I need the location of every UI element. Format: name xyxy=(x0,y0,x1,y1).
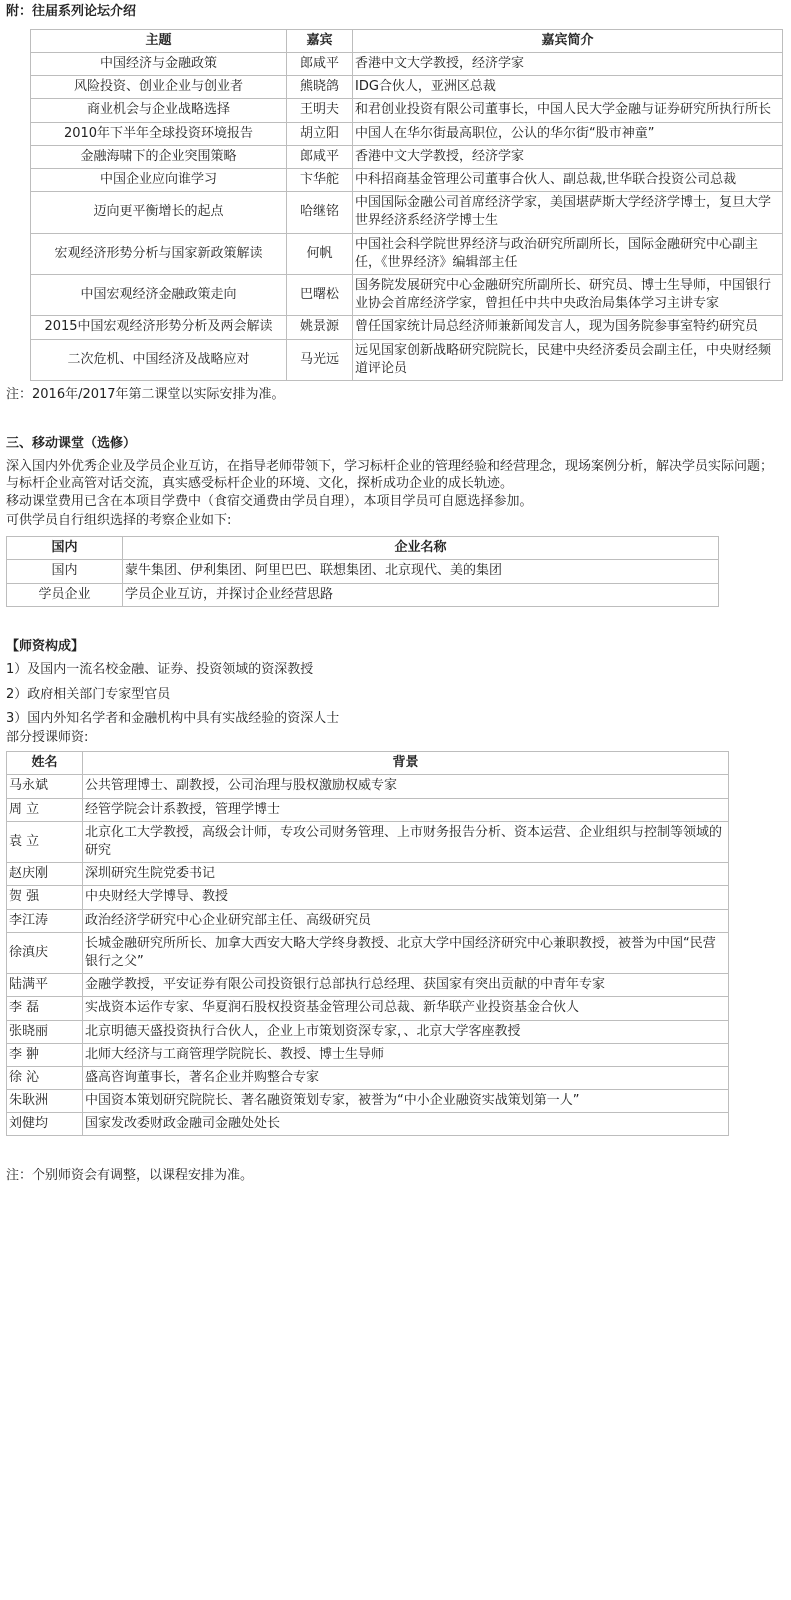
cell-topic: 金融海啸下的企业突围策略 xyxy=(31,145,287,168)
table-row xyxy=(7,1066,729,1089)
cell-company: 蒙牛集团、伊利集团、阿里巴巴、联想集团、北京现代、美的集团 xyxy=(123,560,719,583)
teachers-item-2: 2）政府相关部门专家型官员 xyxy=(6,686,171,702)
table-row xyxy=(31,274,783,315)
cell-background: 盛高咨询董事长，著名企业并购整合专家 xyxy=(83,1066,729,1089)
cell-guest: 卞华舵 xyxy=(287,169,353,192)
company-table-body xyxy=(7,560,719,606)
faculty-table-body xyxy=(7,775,729,1136)
cell-name: 刘健均 xyxy=(7,1113,83,1136)
table-row xyxy=(7,583,719,606)
cell-topic: 商业机会与企业战略选择 xyxy=(31,99,287,122)
cell-topic: 中国经济与金融政策 xyxy=(31,53,287,76)
cell-background: 北京明德天盛投资执行合伙人，企业上市策划资深专家，、北京大学客座教授 xyxy=(83,1020,729,1043)
cell-background: 中国资本策划研究院院长、著名融资策划专家，被誉为“中小企业融资实战策划第一人” xyxy=(83,1090,729,1113)
table-row xyxy=(7,775,729,798)
cell-name: 徐滇庆 xyxy=(7,932,83,973)
table-row xyxy=(7,932,729,973)
table-row xyxy=(31,316,783,339)
mobile-paragraph-3: 可供学员自行组织选择的考察企业如下: xyxy=(6,513,232,529)
table-row xyxy=(7,798,729,821)
faculty-table xyxy=(6,751,729,1136)
forum-header-row xyxy=(31,29,783,52)
cell-background: 实战资本运作专家、华夏润石股权投资基金管理公司总裁、新华联产业投资基金合伙人 xyxy=(83,997,729,1020)
cell-topic: 中国企业应向谁学习 xyxy=(31,169,287,192)
cell-name: 朱耿洲 xyxy=(7,1090,83,1113)
cell-guest: 郎咸平 xyxy=(287,145,353,168)
table-row xyxy=(31,122,783,145)
forum-table-body xyxy=(31,53,783,381)
table-row xyxy=(31,192,783,233)
cell-bio: 国务院发展研究中心金融研究所副所长、研究员、博士生导师，中国银行业协会首席经济学家，曾担任中共中央政治局集体学习主讲专家 xyxy=(353,274,783,315)
cell-bio: IDG合伙人，亚洲区总裁 xyxy=(353,76,783,99)
table-row xyxy=(7,886,729,909)
forum-heading: 附：往届系列论坛介绍 xyxy=(6,4,137,19)
cell-name: 袁 立 xyxy=(7,821,83,862)
column-header-guest: 嘉宾 xyxy=(287,29,353,52)
cell-name: 李 翀 xyxy=(7,1043,83,1066)
cell-guest: 巴曙松 xyxy=(287,274,353,315)
cell-guest: 何帆 xyxy=(287,233,353,274)
cell-name: 周 立 xyxy=(7,798,83,821)
column-header-company: 企业名称 xyxy=(123,537,719,560)
table-row xyxy=(7,821,729,862)
cell-bio: 中国社会科学院世界经济与政治研究所副所长，国际金融研究中心副主任，《世界经济》编辑部主任 xyxy=(353,233,783,274)
table-row xyxy=(7,1020,729,1043)
cell-topic: 二次危机、中国经济及战略应对 xyxy=(31,339,287,380)
table-row xyxy=(7,560,719,583)
forum-table xyxy=(30,29,783,381)
cell-name: 贺 强 xyxy=(7,886,83,909)
cell-bio: 香港中文大学教授，经济学家 xyxy=(353,53,783,76)
table-row xyxy=(7,997,729,1020)
cell-guest: 哈继铭 xyxy=(287,192,353,233)
teachers-heading: 【师资构成】 xyxy=(6,638,85,654)
cell-bio: 远见国家创新战略研究院院长，民建中央经济委员会副主任，中央财经频道评论员 xyxy=(353,339,783,380)
table-row xyxy=(31,145,783,168)
cell-bio: 中国人在华尔街最高职位，公认的华尔街“股市神童” xyxy=(353,122,783,145)
cell-topic: 风险投资、创业企业与创业者 xyxy=(31,76,287,99)
cell-background: 北师大经济与工商管理学院院长、教授、博士生导师 xyxy=(83,1043,729,1066)
table-row xyxy=(31,76,783,99)
cell-bio: 和君创业投资有限公司董事长，中国人民大学金融与证券研究所执行所长 xyxy=(353,99,783,122)
cell-guest: 胡立阳 xyxy=(287,122,353,145)
cell-guest: 郎咸平 xyxy=(287,53,353,76)
cell-name: 徐 沁 xyxy=(7,1066,83,1089)
forum-note: 注：2016年/2017年第二课堂以实际安排为准。 xyxy=(6,386,285,402)
cell-bio: 曾任国家统计局总经济师兼新闻发言人，现为国务院参事室特约研究员 xyxy=(353,316,783,339)
faculty-header-row xyxy=(7,752,729,775)
teachers-intro: 部分授课师资: xyxy=(6,730,89,746)
company-table xyxy=(6,536,719,607)
table-row xyxy=(7,1043,729,1066)
cell-topic: 迈向更平衡增长的起点 xyxy=(31,192,287,233)
cell-bio: 香港中文大学教授，经济学家 xyxy=(353,145,783,168)
column-header-bio: 嘉宾简介 xyxy=(353,29,783,52)
table-row xyxy=(7,974,729,997)
cell-topic: 2015中国宏观经济形势分析及两会解读 xyxy=(31,316,287,339)
column-header-background: 背景 xyxy=(83,752,729,775)
cell-background: 长城金融研究所所长、加拿大西安大略大学终身教授、北京大学中国经济研究中心兼职教授，被誉为中国“民营银行之父” xyxy=(83,932,729,973)
cell-name: 赵庆刚 xyxy=(7,863,83,886)
cell-name: 张晓丽 xyxy=(7,1020,83,1043)
cell-topic: 2010年下半年全球投资环境报告 xyxy=(31,122,287,145)
table-row xyxy=(31,233,783,274)
table-row xyxy=(7,863,729,886)
teachers-note: 注：个别师资会有调整，以课程安排为准。 xyxy=(6,1168,254,1184)
cell-topic: 中国宏观经济金融政策走向 xyxy=(31,274,287,315)
table-row xyxy=(7,909,729,932)
teachers-item-3: 3）国内外知名学者和金融机构中具有实战经验的资深人士 xyxy=(6,711,340,727)
cell-name: 陆满平 xyxy=(7,974,83,997)
cell-name: 李江涛 xyxy=(7,909,83,932)
table-row xyxy=(7,1090,729,1113)
table-row xyxy=(31,99,783,122)
table-row xyxy=(31,339,783,380)
cell-region: 国内 xyxy=(7,560,123,583)
cell-guest: 熊晓鸽 xyxy=(287,76,353,99)
cell-background: 经管学院会计系教授，管理学博士 xyxy=(83,798,729,821)
cell-background: 中央财经大学博导、教授 xyxy=(83,886,729,909)
mobile-paragraph-1: 深入国内外优秀企业及学员企业互访，在指导老师带领下，学习标杆企业的管理经验和经营理念，现场案例分析，解决学员实际问题；与标杆企业高管对话交流，真实感受标杆企业的环境、文化，探析成功企业的成长轨迹。 xyxy=(6,458,774,491)
cell-name: 李 磊 xyxy=(7,997,83,1020)
cell-company: 学员企业互访，并探讨企业经营思路 xyxy=(123,583,719,606)
cell-background: 公共管理博士、副教授，公司治理与股权激励权威专家 xyxy=(83,775,729,798)
column-header-region: 国内 xyxy=(7,537,123,560)
cell-bio: 中国国际金融公司首席经济学家，美国堪萨斯大学经济学博士，复旦大学世界经济系经济学博士生 xyxy=(353,192,783,233)
cell-background: 北京化工大学教授，高级会计师，专攻公司财务管理、上市财务报告分析、资本运营、企业组织与控制等领域的研究 xyxy=(83,821,729,862)
cell-topic: 宏观经济形势分析与国家新政策解读 xyxy=(31,233,287,274)
cell-bio: 中科招商基金管理公司董事合伙人、副总裁,世华联合投资公司总裁 xyxy=(353,169,783,192)
cell-guest: 姚景源 xyxy=(287,316,353,339)
table-row xyxy=(31,169,783,192)
cell-background: 深圳研究生院党委书记 xyxy=(83,863,729,886)
mobile-paragraph-2: 移动课堂费用已含在本项目学费中（食宿交通费由学员自理），本项目学员可自愿选择参加。 xyxy=(6,494,533,510)
cell-background: 政治经济学研究中心企业研究部主任、高级研究员 xyxy=(83,909,729,932)
column-header-topic: 主题 xyxy=(31,29,287,52)
teachers-item-1: 1）及国内一流名校金融、证券、投资领域的资深教授 xyxy=(6,661,314,677)
cell-background: 金融学教授，平安证券有限公司投资银行总部执行总经理、获国家有突出贡献的中青年专家 xyxy=(83,974,729,997)
table-row xyxy=(7,1113,729,1136)
table-row xyxy=(31,53,783,76)
cell-region: 学员企业 xyxy=(7,583,123,606)
cell-name: 马永斌 xyxy=(7,775,83,798)
cell-background: 国家发改委财政金融司金融处处长 xyxy=(83,1113,729,1136)
cell-guest: 马光远 xyxy=(287,339,353,380)
column-header-name: 姓名 xyxy=(7,752,83,775)
mobile-heading: 三、移动课堂（选修） xyxy=(6,435,137,451)
cell-guest: 王明夫 xyxy=(287,99,353,122)
company-header-row xyxy=(7,537,719,560)
